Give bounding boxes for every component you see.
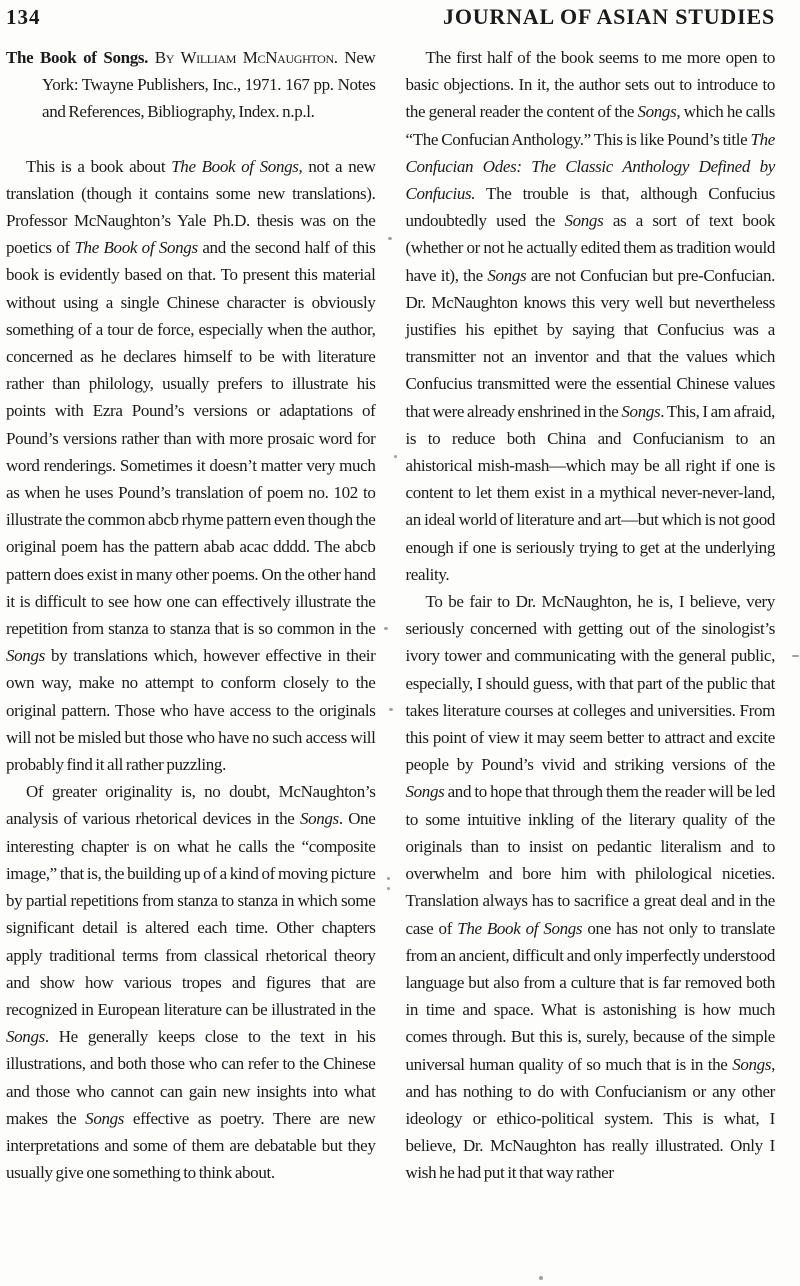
page-number: 134 [6, 5, 41, 29]
review-paragraph-2: Of greater originality is, no doubt, McNaughton’s analysis of various rhetorical devices in the Songs. One interesting chapter is on what he calls the “composite image,” that is, the building up of a kind of moving picture by partial repetitions from stanza to stanza in which some significant detail is altered each time. Other chapters apply traditional terms from classical rhetorical theory and show how various tropes and figures that are recognized in European literature can be illustrated in the Songs. He generally keeps close to the text in his illustrations, and both those who can refer to the Chinese and those who cannot can gain new insights into what makes the Songs effective as poetry. There are new interpretations and some of them are debatable but they usually give one something to think about. [6, 782, 376, 1183]
scan-speck [388, 237, 392, 240]
review-paragraph-3: The first half of the book seems to me more open to basic objections. In it, the author sets out to introduce to the general reader the content of the Songs, which he calls “The Confucian Anthology.” This is like Pound’s title The Confucian Odes: The Classic Anthology Defined by Confucius. The trouble is that, although Confucius undoubtedly used the Songs as a sort of text book (whether or not he actually edited them as tradition would have it), the Songs are not Confucian but pre-Confucian. Dr. McNaughton knows this very well but nevertheless justifies his epithet by saying that Confucius was a transmitter not an inventor and that the values which Confucius transmitted were the essential Chinese values that were already enshrined in the Songs. This, I am afraid, is to reduce both China and Confucianism to an ahistorical mish-mash—which may be all right if one is content to let them exist in a mythical never-never-land, an ideal world of literature and art—but which is not good enough if one is seriously trying to get at the underlying reality. [405, 48, 776, 584]
right-column [406, 44, 776, 1187]
review-paragraph-1: This is a book about The Book of Songs, not a new translation (though it contains some new translations). Professor McNaughton’s Yale Ph.D. thesis was on the poetics of The Book of Songs and the second half of this book is evidently based on that. To present this material without using a single Chinese character is obviously something of a tour de force, especially when the author, concerned as he declares himself to be with literature rather than philology, usually prefers to illustrate his points with Ezra Pound’s versions or adaptations of Pound’s versions rather than with more prosaic word for word renderings. Sometimes it doesn’t matter very much as when he uses Pound’s translation of poem no. 102 to illustrate the common abcb rhyme pattern even though the original poem has the pattern abab acac dddd. The abcb pattern does exist in many other poems. On the other hand it is difficult to see how one can effectively illustrate the repetition from stanza to stanza that is so common in the Songs by translations which, however effective in their own way, make no attempt to conform closely to the original pattern. Those who have access to the originals will not be misled but those who have no such access will probably find it all rather puzzling. [6, 156, 376, 775]
two-column-body [6, 44, 775, 1187]
scan-speck [539, 1276, 543, 1280]
scan-speck [387, 877, 390, 880]
scan-speck [792, 655, 799, 657]
review-paragraph-4: To be fair to Dr. McNaughton, he is, I believe, very seriously concerned with getting out of the sinologist’s ivory tower and communicating with the general public, especially, I should guess, with that part of the public that takes literature courses at colleges and universities. From this point of view it may seem better to attract and excite people by Pound’s vivid and striking versions of the Songs and to hope that through them the reader will be led to some intuitive inkling of the literary quality of the originals than to insist on pedantic literalism and to overwhelm and bore him with philological niceties. Translation always has to sacrifice a great deal and in the case of The Book of Songs one has not only to translate from an ancient, difficult and only imperfectly understood language but also from a culture that is far removed both in time and space. What is astonishing is how much comes through. But this is, surely, because of the simple universal human quality of so much that is in the Songs, and has nothing to do with Confucianism or any other ideology or ethico-political system. This is what, I believe, Dr. McNaughton has really illustrated. Only I wish he had put it that way rather [405, 592, 775, 1183]
scan-speck [384, 627, 388, 630]
scan-speck [389, 708, 393, 711]
left-column [6, 44, 376, 1187]
running-head [6, 4, 775, 30]
book-citation: The Book of Songs. By William McNaughton. New York: Twayne Publishers, Inc., 1971. 167 pp. Notes and References, Bibliography, Index. n.p.l. [6, 48, 376, 122]
scan-speck [394, 455, 397, 458]
journal-title: JOURNAL OF ASIAN STUDIES [443, 4, 775, 29]
scan-speck [387, 887, 390, 890]
